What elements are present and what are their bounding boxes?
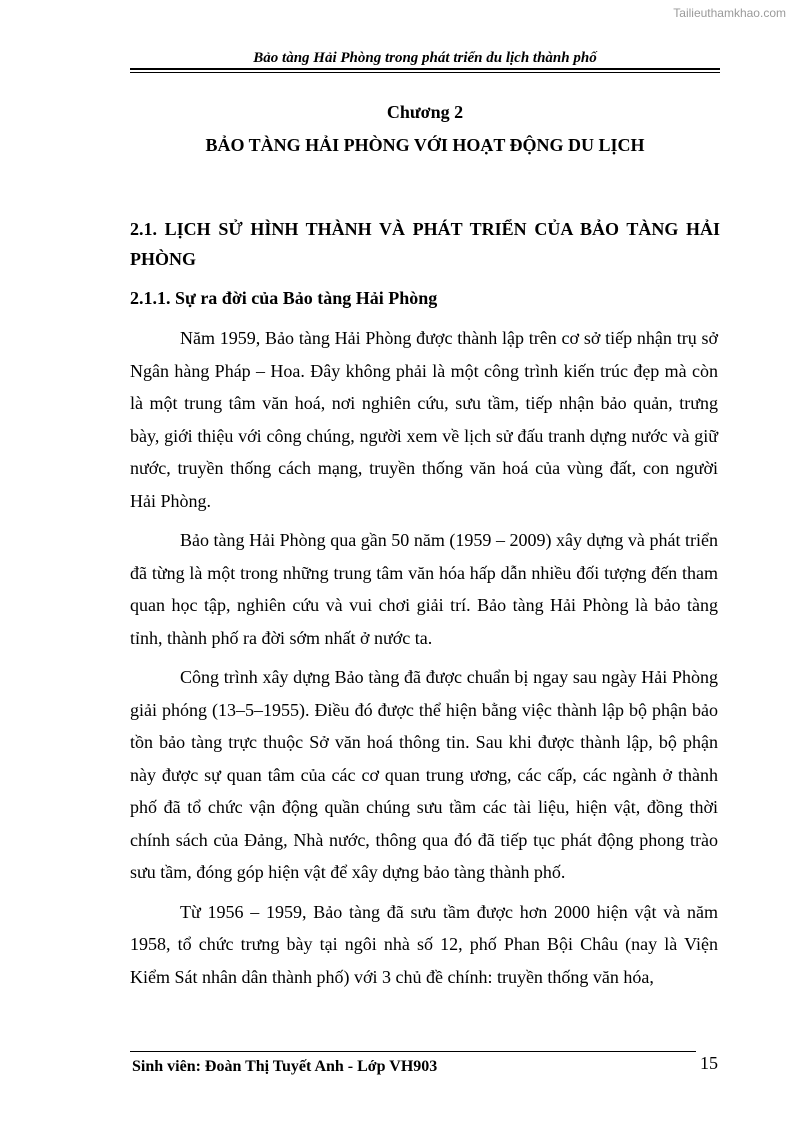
paragraph: Từ 1956 – 1959, Bảo tàng đã sưu tầm được hơn 2000 hiện vật và năm 1958, tổ chức trưng bày tại ngôi nhà số 12, phố Phan Bội Châu (nay là Viện Kiểm Sát nhân dân thành phố) với 3 chủ đề chính: truyền thống văn hóa, xyxy=(130,901,718,987)
header-rule xyxy=(130,68,720,70)
subsection-heading: 2.1.1. Sự ra đời của Bảo tàng Hải Phòng xyxy=(130,288,438,308)
section-heading: 2.1. LỊCH SỬ HÌNH THÀNH VÀ PHÁT TRIỂN CỦA BẢO TÀNG HẢI PHÒNG xyxy=(130,219,720,269)
footer-student: Sinh viên: Đoàn Thị Tuyết Anh - Lớp VH903 xyxy=(132,1058,438,1075)
watermark-text: Tailieuthamkhao.com xyxy=(673,6,786,20)
chapter-number: Chương 2 xyxy=(386,102,464,122)
chapter-title: BẢO TÀNG HẢI PHÒNG VỚI HOẠT ĐỘNG DU LỊCH xyxy=(205,135,645,155)
footer-rule xyxy=(130,1051,696,1052)
running-header: Bảo tàng Hải Phòng trong phát triển du lịch thành phố xyxy=(253,50,597,66)
header-rule-secondary xyxy=(130,72,720,73)
paragraph: Năm 1959, Bảo tàng Hải Phòng được thành lập trên cơ sở tiếp nhận trụ sở Ngân hàng Pháp – Hoa. Đây không phải là một công trình kiến trúc đẹp mà còn là một trung tâm văn hoá, nơi nghiên cứu, sưu tầm, tiếp nhận bảo quản, trưng bày, giới thiệu với công chúng, người xem về lịch sử đấu tranh dựng nước và giữ nước, truyền thống cách mạng, truyền thống văn hoá của vùng đất, con người Hải Phòng. xyxy=(130,328,718,511)
paragraph: Bảo tàng Hải Phòng qua gần 50 năm (1959 – 2009) xây dựng và phát triển đã từng là một trong những trung tâm văn hóa hấp dẫn nhiều đối tượng đến tham quan học tập, nghiên cứu và vui chơi giải trí. Bảo tàng Hải Phòng là bảo tàng tỉnh, thành phố ra đời sớm nhất ở nước ta. xyxy=(130,530,718,648)
paragraph: Công trình xây dựng Bảo tàng đã được chuẩn bị ngay sau ngày Hải Phòng giải phóng (13–5–1955). Điều đó được thể hiện bằng việc thành lập bộ phận bảo tồn bảo tàng trực thuộc Sở văn hoá thông tin. Sau khi được thành lập, bộ phận này được sự quan tâm của các cơ quan trung ương, các cấp, các ngành ở thành phố đã tổ chức vận động quần chúng sưu tầm các tài liệu, hiện vật, đồng thời chính sách của Đảng, Nhà nước, thông qua đó đã tiếp tục phát động phong trào sưu tầm, đóng góp hiện vật để xây dựng bảo tàng thành phố. xyxy=(130,667,718,882)
body-text xyxy=(130,322,718,1000)
page-number: 15 xyxy=(700,1053,718,1073)
